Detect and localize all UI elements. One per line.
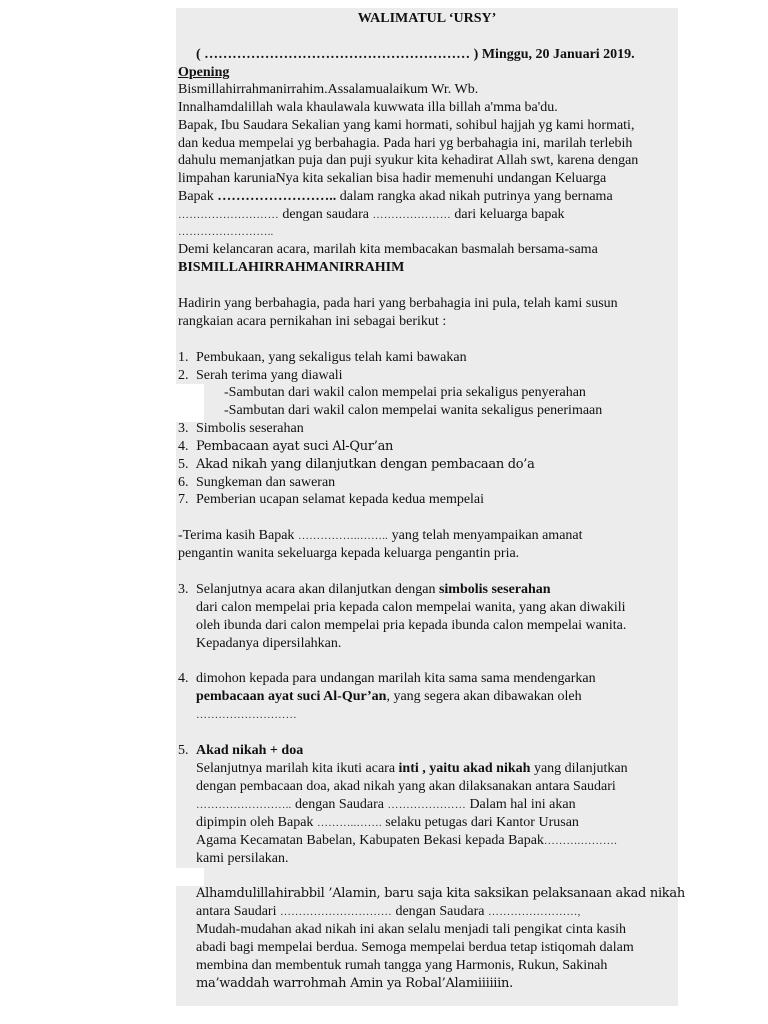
opening-line: dahulu memanjatkan puja dan puji syukur kita kehadirat Allah swt, karena dengan xyxy=(178,153,639,168)
opening-line: Innalhamdalillah wala khaulawala kuwwata illa billah a'mma ba'du. xyxy=(178,100,558,115)
basmalah-intro: Demi kelancaran acara, marilah kita membacakan basmalah bersama-sama xyxy=(178,242,598,257)
terima-kasih-line: -Terima kasih Bapak ……………..…….. yang telah menyampaikan amanat xyxy=(178,528,583,543)
date-line: ( ………………………………………………… ) Minggu, 20 Januari 2019. xyxy=(196,47,635,62)
section-4-line: pembacaan ayat suci Al-Qur’an, yang segera akan dibawakan oleh xyxy=(196,689,582,704)
section-5-line: …………………….. dengan Saudara ………………… Dalam hal ini akan xyxy=(196,797,576,812)
section-5-line: kami persilakan. xyxy=(196,851,289,866)
closing-line: membina dan membentuk rumah tangga yang Harmonis, Rukun, Sakinah xyxy=(196,958,608,973)
opening-line: dan kedua mempelai yg berbahagia. Pada hari yg berbahagia ini, marilah terlebih xyxy=(178,136,633,151)
terima-kasih-line: pengantin wanita sekeluarga kepada keluarga pengantin pria. xyxy=(178,546,520,561)
opening-saudara-line: ……………………… dengan saudara ………………… dari keluarga bapak xyxy=(178,207,565,222)
section-3-line: oleh ibunda dari calon mempelai pria kepada ibunda calon mempelai wanita. xyxy=(196,618,627,633)
margin-gap xyxy=(176,868,204,886)
margin-gap xyxy=(176,384,204,422)
document-page: WALIMATUL ‘URSY’ ( ………………………………………………… ) Minggu, 20 Januari 2019. Opening Bismillahirrahmanirrahim.Assalamualaikum Wr. Wb. Innalhamdalillah wala khaulawala kuwwata illa billah a'mma ba'du. Bapak, Ibu Saudara Sekalian yang kami hormati, sohibul hajjah yg kami hormati, dan kedua mempelai yg berbahagia. Pada hari yg berbahagia ini, marilah terlebih dahulu memanjatkan puja dan puji syukur kita kehadirat Allah swt, karena dengan limpahan karuniaNya kita sekalian bisa hadir memenuhi undangan Keluarga Bapak …………………….. dalam rangka akad nikah putrinya yang bernama ……………………… dengan saudara ………………… dari keluarga bapak …………………….. Demi kelancaran acara, marilah kita membacakan basmalah bersama-sama BISMILLAHIRRAHMANIRRAHIM Hadirin yang berbahagia, pada hari yang berbahagia ini pula, telah kami susun rangkaian acara pernikahan ini sebagai berikut : 1. Pembukaan, yang sekaligus telah kami bawakan 2. Serah terima yang diawali -Sambutan dari wakil calon mempelai pria sekaligus penyerahan -Sambutan dari wakil calon mempelai wanita sekaligus penerimaan 3. Simbolis seserahan 4. Pembacaan ayat suci Al-Qur’an 5. Akad nikah yang dilanjutkan dengan pembacaan do’a 6. Sungkeman dan saweran 7. Pemberian ucapan selamat kepada kedua mempelai -Terima kasih Bapak ……………..…….. yang telah menyampaikan amanat pengantin wanita sekeluarga kepada keluarga pengantin pria. 3. Selanjutnya acara akan dilanjutkan dengan simbolis seserahan dari calon mempelai pria kepada calon mempelai wanita, yang akan diwakili oleh ibunda dari calon mempelai pria kepada ibunda calon mempelai wanita. Kepadanya dipersilahkan. 4. dimohon kepada para undangan marilah kita sama sama mendengarkan pembacaan ayat suci Al-Qur’an, yang segera akan dibawakan oleh ……………………… 5. Akad nikah + doa Selanjutnya marilah kita ikuti acara inti , yaitu akad nikah yang dilanjutkan dengan pembacaan doa, akad nikah yang akan dilaksanakan antara Saudari …………………….. dengan Saudara ………………… Dalam hal ini akan dipimpin oleh Bapak ………..……. selaku petugas dari Kantor Urusan Agama Kecamatan Babelan, Kabupaten Bekasi kepada Bapak……….………. kami persilakan. Alhamdulillahirabbil ’Alamin, baru saja kita saksikan pelaksanaan akad nikah antara Saudari ………………………… dengan Saudara ……………………, Mudah-mudahan akad nikah ini akan selalu menjadi tali pengikat cinta kasih abadi bagi mempelai berdua. Semoga mempelai berdua tetap istiqomah dalam membina dan membentuk rumah tangga yang Harmonis, Rukun, Sakinah ma’waddah warrohmah Amin ya Robal’Alamiiiiiin. xyxy=(176,8,678,1006)
section-4-dots: ……………………… xyxy=(196,709,297,721)
closing-line: abadi bagi mempelai berdua. Semoga mempelai berdua tetap istiqomah dalam xyxy=(196,940,634,955)
section-5-line: dengan pembacaan doa, akad nikah yang akan dilaksanakan antara Saudari xyxy=(196,779,616,794)
intro-line: Hadirin yang berbahagia, pada hari yang berbahagia ini pula, telah kami susun xyxy=(178,296,618,311)
section-3-line: dari calon mempelai pria kepada calon mempelai wanita, yang akan diwakili xyxy=(196,600,626,615)
opening-line: limpahan karuniaNya kita sekalian bisa hadir memenuhi undangan Keluarga xyxy=(178,171,607,186)
closing-line: Mudah-mudahan akad nikah ini akan selalu menjadi tali pengikat cinta kasih xyxy=(196,922,626,937)
closing-line: ma’waddah warrohmah Amin ya Robal’Alamiiiiiin. xyxy=(196,976,513,991)
document-title: WALIMATUL ‘URSY’ xyxy=(357,11,497,26)
closing-line: Alhamdulillahirabbil ’Alamin, baru saja kita saksikan pelaksanaan akad nikah xyxy=(196,886,685,901)
opening-heading: Opening xyxy=(178,65,230,80)
opening-line: Bismillahirrahmanirrahim.Assalamualaikum Wr. Wb. xyxy=(178,82,479,97)
closing-line: antara Saudari ………………………… dengan Saudara ……………………, xyxy=(196,904,581,919)
opening-bapak-line: Bapak …………………….. dalam rangka akad nikah putrinya yang bernama xyxy=(178,189,613,204)
opening-dots-line: …………………….. xyxy=(178,226,274,238)
intro-line: rangkaian acara pernikahan ini sebagai berikut : xyxy=(178,314,447,329)
section-3-line: Kepadanya dipersilahkan. xyxy=(196,636,342,651)
opening-line: Bapak, Ibu Saudara Sekalian yang kami hormati, sohibul hajjah yg kami hormati, xyxy=(178,118,635,133)
section-5-line: dipimpin oleh Bapak ………..……. selaku petugas dari Kantor Urusan xyxy=(196,815,579,830)
section-5-line: Selanjutnya marilah kita ikuti acara inti , yaitu akad nikah yang dilanjutkan xyxy=(196,761,628,776)
section-5-line: Agama Kecamatan Babelan, Kabupaten Bekasi kepada Bapak……….………. xyxy=(196,833,618,848)
agenda-sub-item: -Sambutan dari wakil calon mempelai wanita sekaligus penerimaan xyxy=(224,403,603,418)
agenda-sub-item: -Sambutan dari wakil calon mempelai pria sekaligus penyerahan xyxy=(224,385,586,400)
basmalah-heading: BISMILLAHIRRAHMANIRRAHIM xyxy=(178,260,405,275)
